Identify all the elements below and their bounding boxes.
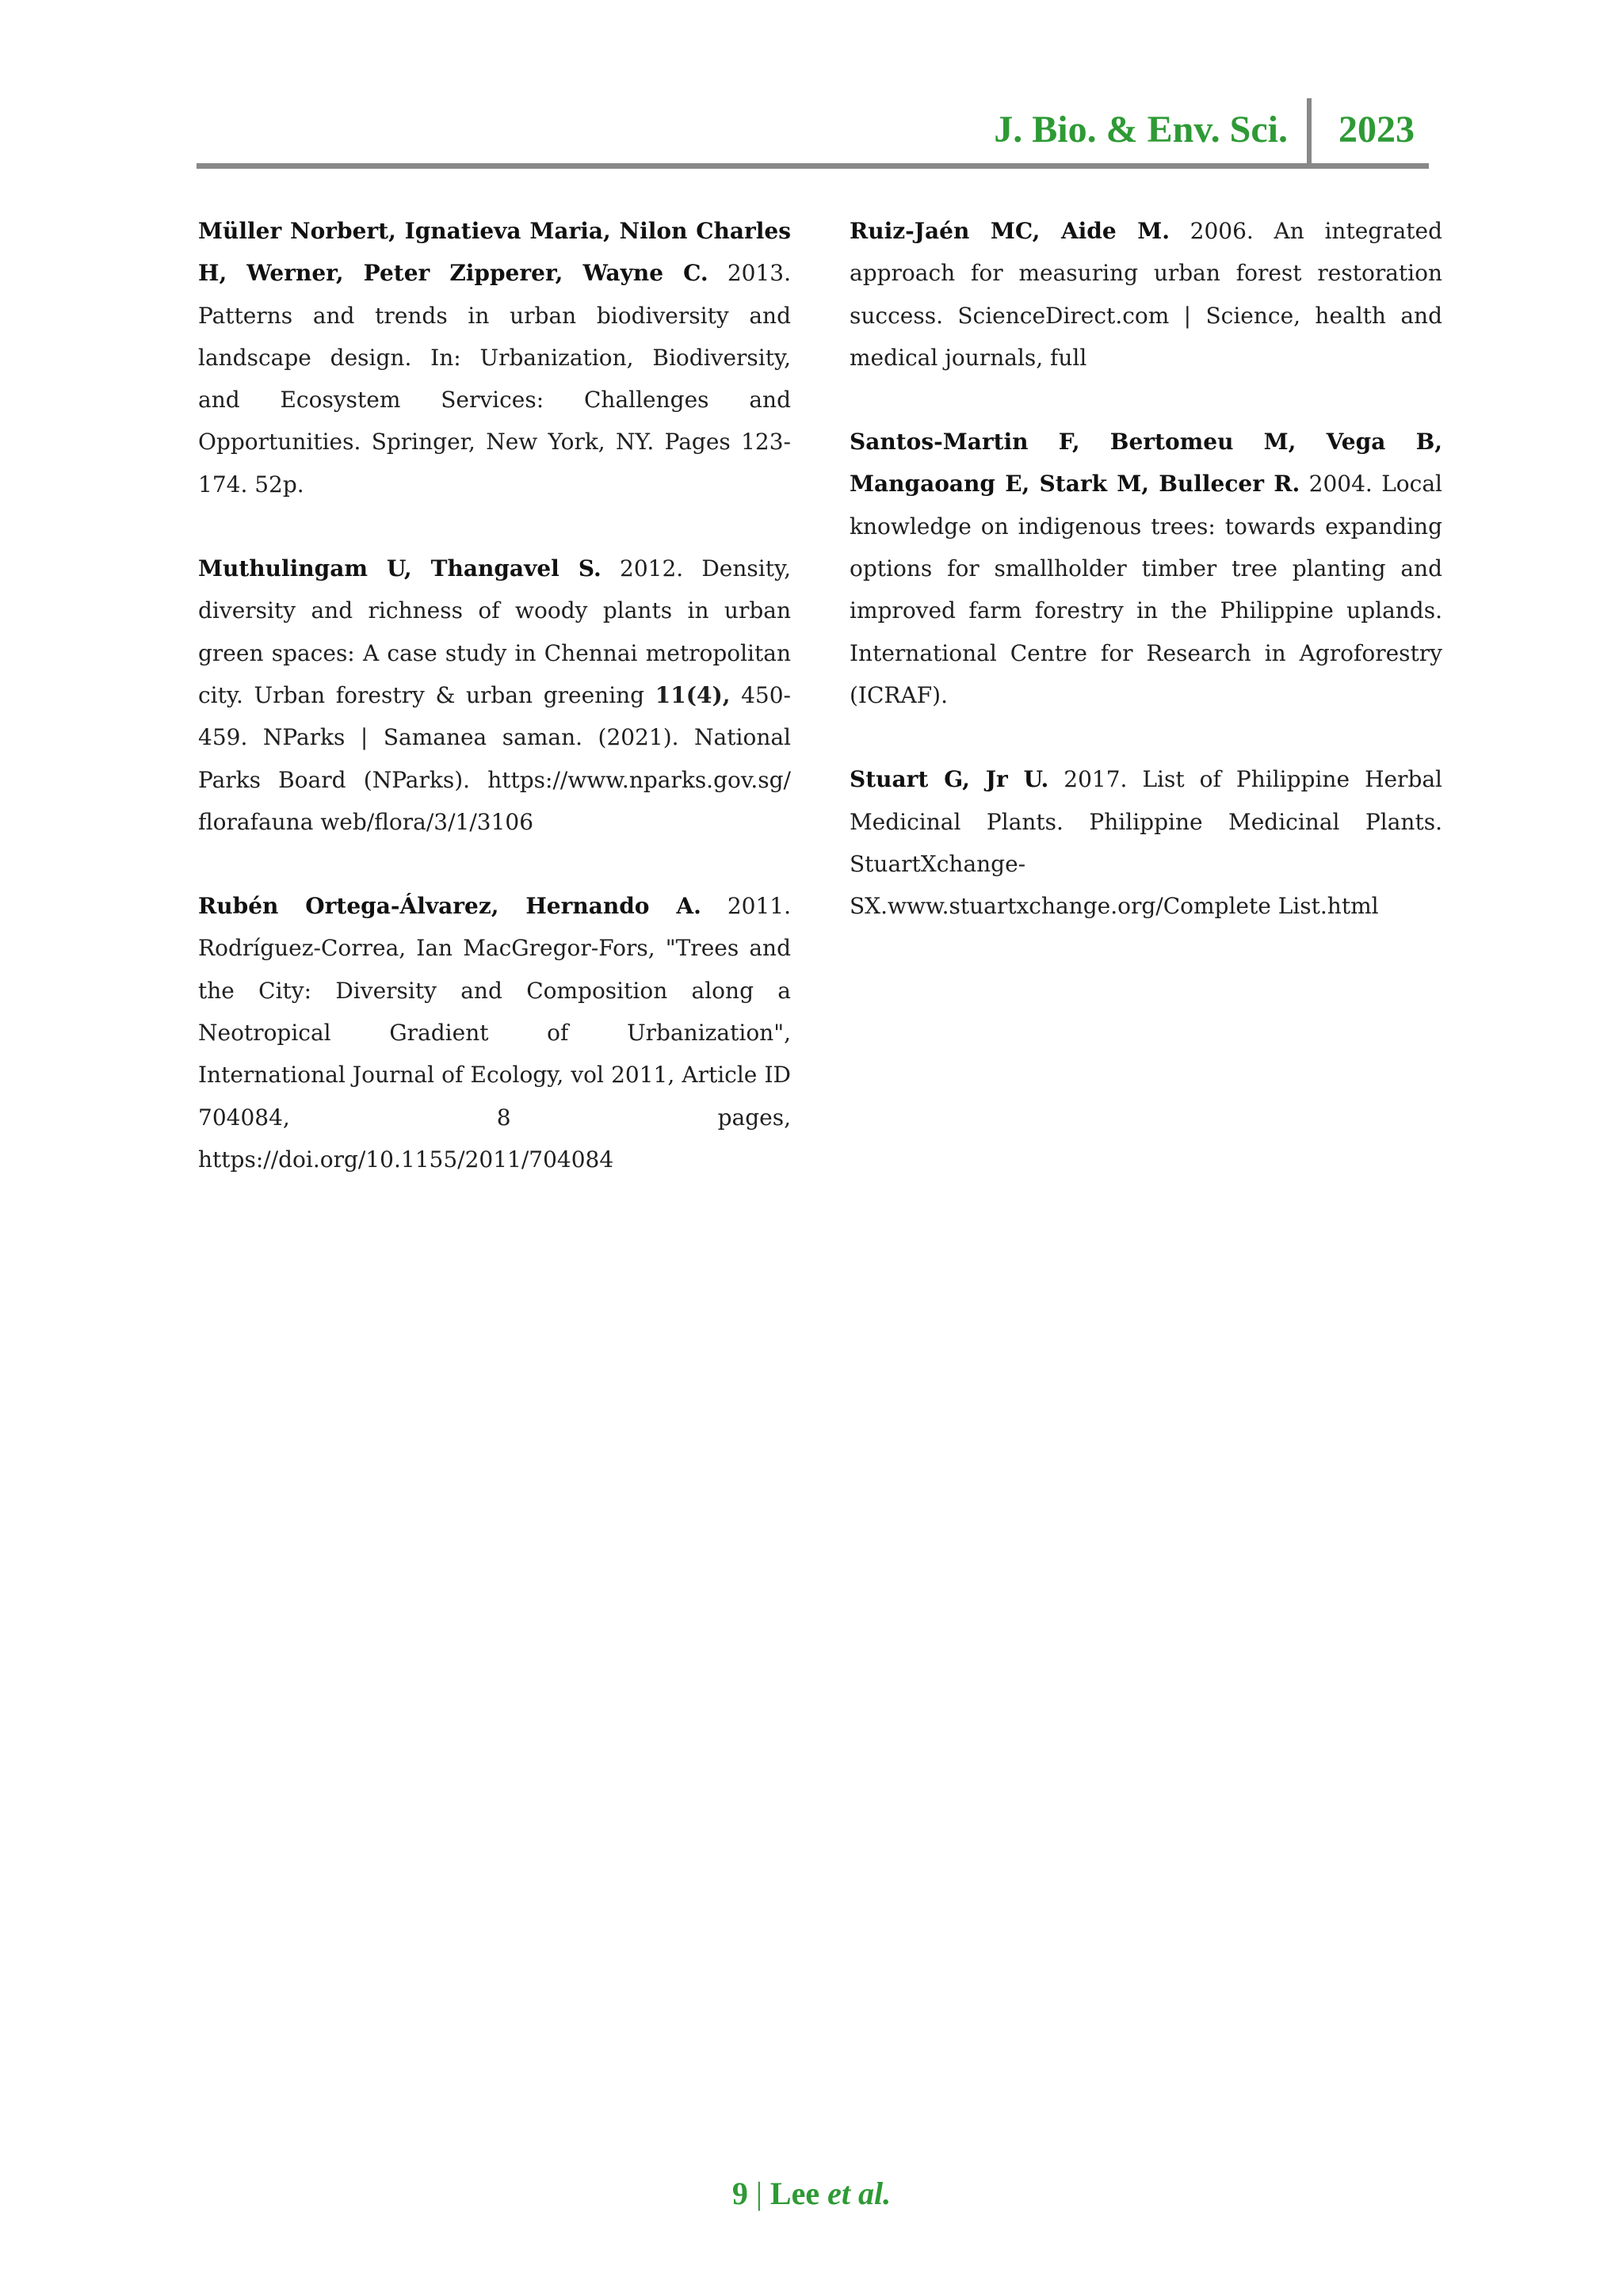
journal-title: J. Bio. & Env. Sci. [994,109,1288,151]
page-number: 9 [731,2176,748,2211]
reference-authors: Rubén Ortega-Álvarez, Hernando A. [198,893,701,920]
page-footer [0,2175,1623,2212]
reference-authors: Santos-Martin F, Bertomeu M, Vega B, Mangaoang E, Stark M, Bullecer R. [850,429,1442,498]
reference-entry [198,210,791,505]
reference-entry [850,210,1442,379]
reference-text: 2012. Density, diversity and richness of woody plants in urban green spaces: A case study in Chennai metropolitan city. Urban forestry & urban greening [198,555,791,708]
reference-text: 450-459. NParks | Samanea saman. (2021). National Parks Board (NParks). https://www.nparks.gov.sg/ florafauna web/flora/3/1/3106 [198,681,791,835]
reference-text: 2017. List of Philippine Herbal Medicinal Plants. Philippine Medicinal Plants. StuartXchange-SX.www.stuartxchange.org/Complete List.html [850,766,1443,920]
journal-year: 2023 [1338,109,1415,151]
footer-author: Lee [769,2176,820,2211]
footer-separator: | [755,2176,762,2211]
reference-authors: Stuart G, Jr U. [850,766,1049,793]
reference-text: 2004. Local knowledge on indigenous trees: towards expanding options for smallholder timber tree planting and improved farm forestry in the Philippine uplands. International Centre for Research in Agroforestry (ICRAF). [850,471,1442,708]
reference-text: 2013. Patterns and trends in urban biodiversity and landscape design. In: Urbanization, Biodiversity, and Ecosystem Services: Challenges and Opportunities. Springer, New York, NY. Pages 123-174. 52p. [198,260,791,498]
references-column-right [850,210,1442,969]
reference-entry [850,421,1442,716]
references-column-left [198,210,791,1222]
reference-entry [850,758,1442,927]
footer-etal: et al. [827,2176,892,2211]
reference-entry [198,885,791,1180]
reference-entry [198,547,791,843]
reference-text: 2011. Rodríguez-Correa, Ian MacGregor-Fors, "Trees and the City: Diversity and Composition along a Neotropical Gradient of Urbanization", International Journal of Ecology, vol 2011, Article ID 704084, 8 pages, https://doi.org/10.1155/2011/704084 [198,893,791,1173]
header-rule [197,163,1429,169]
reference-text: 2006. An integrated approach for measuring urban forest restoration success. ScienceDirect.com | Science, health and medical journals, full [850,218,1443,371]
reference-authors: Muthulingam U, Thangavel S. [198,555,601,582]
reference-authors: Müller Norbert, Ignatieva Maria, Nilon Charles H, Werner, Peter Zipperer, Wayne C. [198,218,791,287]
running-header [197,97,1429,168]
reference-authors: Ruiz-Jaén MC, Aide M. [850,218,1170,244]
header-divider [1307,98,1312,168]
reference-volume: 11(4), [655,681,731,708]
